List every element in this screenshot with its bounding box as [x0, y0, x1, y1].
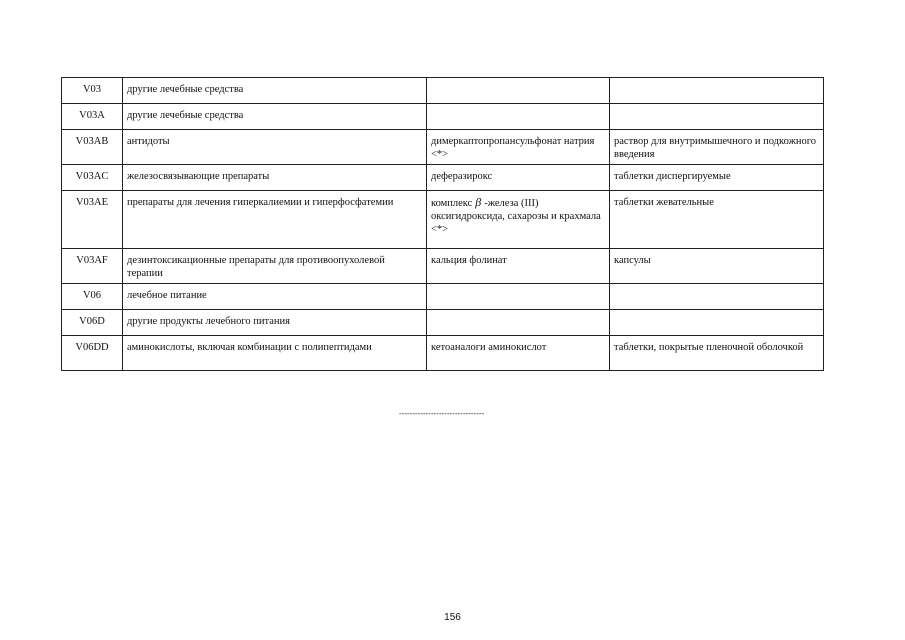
group-cell: антидоты — [123, 130, 427, 165]
footnote-separator: -------------------------------- — [399, 409, 485, 418]
form-cell: капсулы — [610, 249, 824, 284]
group-cell: аминокислоты, включая комбинации с полипептидами — [123, 336, 427, 371]
atc-code-cell: V03AE — [62, 191, 123, 249]
group-cell: другие лечебные средства — [123, 104, 427, 130]
atc-code-cell: V03 — [62, 78, 123, 104]
atc-code-cell: V06D — [62, 310, 123, 336]
table-row — [62, 78, 824, 104]
drug-cell — [427, 191, 610, 249]
table-row — [62, 336, 824, 371]
atc-code-cell: V03A — [62, 104, 123, 130]
drug-cell — [427, 284, 610, 310]
atc-code-cell: V03AF — [62, 249, 123, 284]
drug-cell: кетоаналоги аминокислот — [427, 336, 610, 371]
group-cell: другие лечебные средства — [123, 78, 427, 104]
table-row — [62, 284, 824, 310]
drug-cell: деферазирокс — [427, 165, 610, 191]
drug-cell — [427, 310, 610, 336]
drug-name-suffix: -железа (III) оксигидроксида, сахарозы и крахмала <*> — [431, 198, 601, 235]
group-cell: железосвязывающие препараты — [123, 165, 427, 191]
atc-code-cell: V06 — [62, 284, 123, 310]
atc-code-cell: V03AC — [62, 165, 123, 191]
group-cell: другие продукты лечебного питания — [123, 310, 427, 336]
drug-cell — [427, 78, 610, 104]
drug-table — [61, 77, 824, 371]
table-row — [62, 191, 824, 249]
group-cell: лечебное питание — [123, 284, 427, 310]
form-cell: таблетки, покрытые пленочной оболочкой — [610, 336, 824, 371]
form-cell — [610, 310, 824, 336]
beta-symbol: β — [475, 195, 482, 209]
drug-cell: димеркаптопропансульфонат натрия <*> — [427, 130, 610, 165]
group-cell: дезинтоксикационные препараты для противоопухолевой терапии — [123, 249, 427, 284]
table-row — [62, 249, 824, 284]
form-cell — [610, 78, 824, 104]
form-cell — [610, 284, 824, 310]
atc-code-cell: V06DD — [62, 336, 123, 371]
form-cell: таблетки диспергируемые — [610, 165, 824, 191]
table-row — [62, 104, 824, 130]
form-cell — [610, 104, 824, 130]
form-cell: таблетки жевательные — [610, 191, 824, 249]
drug-cell: кальция фолинат — [427, 249, 610, 284]
table-row — [62, 165, 824, 191]
atc-code-cell: V03AB — [62, 130, 123, 165]
table-row — [62, 130, 824, 165]
drug-cell — [427, 104, 610, 130]
form-cell: раствор для внутримышечного и подкожного введения — [610, 130, 824, 165]
page-number: 156 — [444, 612, 461, 623]
table-row — [62, 310, 824, 336]
drug-name-prefix: комплекс — [431, 198, 473, 209]
group-cell: препараты для лечения гиперкалиемии и гиперфосфатемии — [123, 191, 427, 249]
